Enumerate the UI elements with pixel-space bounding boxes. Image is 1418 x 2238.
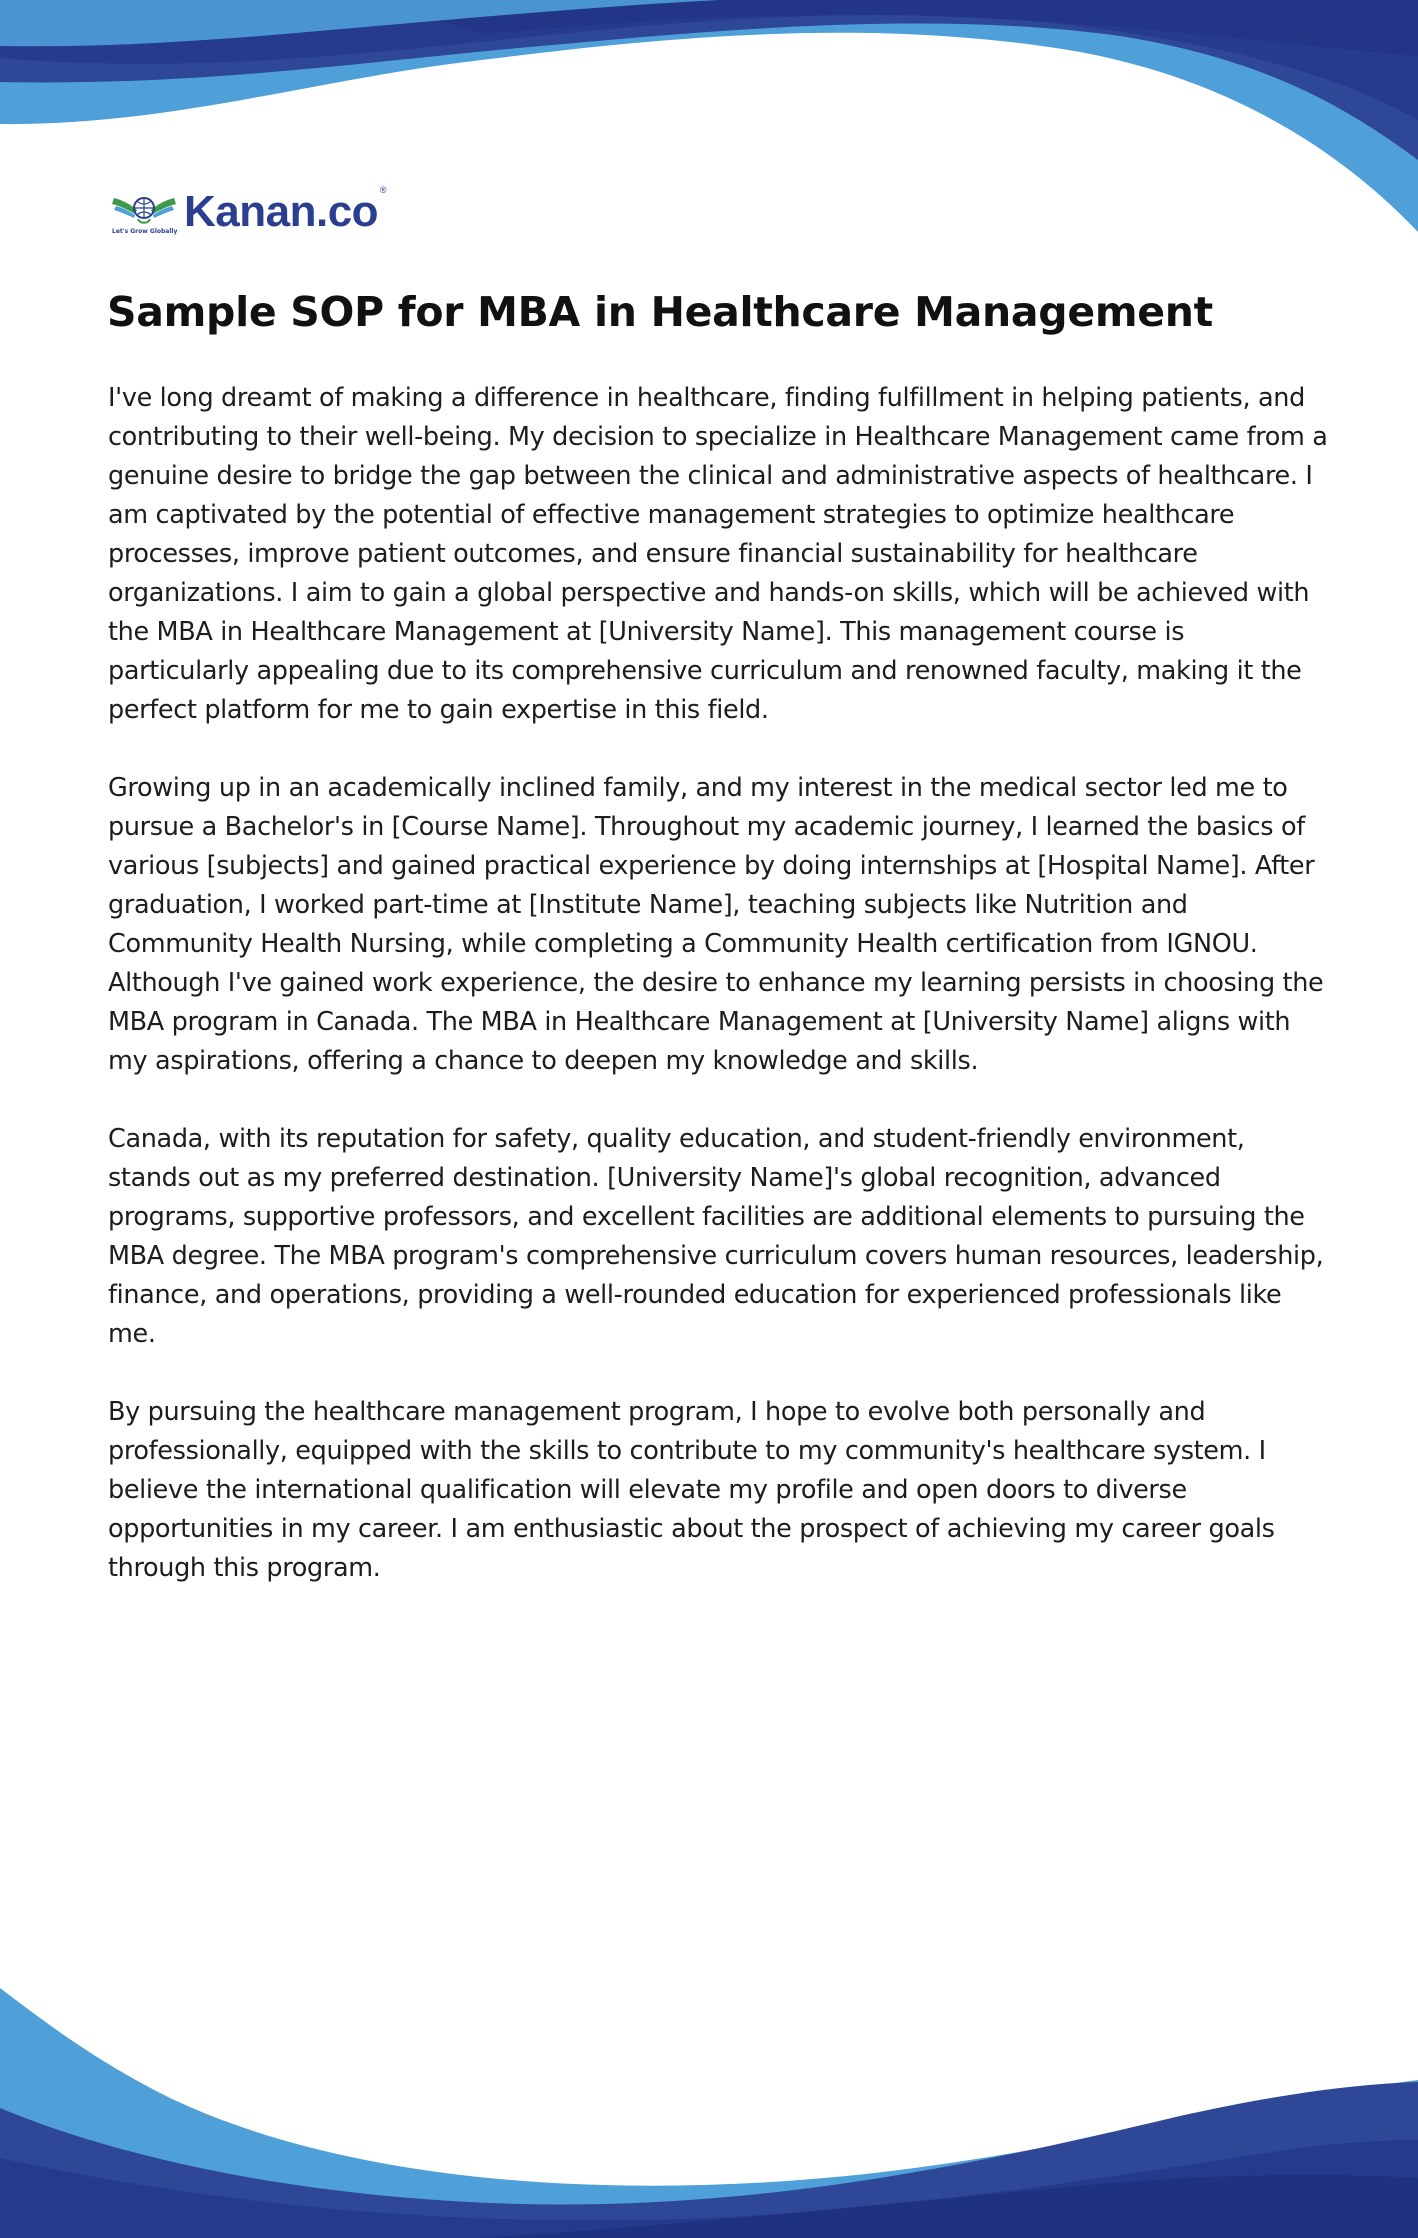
paragraph-motivation: I've long dreamt of making a difference in healthcare, finding fulfillment in helping patients, and contributing to their well-being. My decision to specialize in Healthcare Management came from a genuine desire to bridge the gap between the clinical and administrative aspects of healthcare. I am captivated by the potential of effective management strategies to optimize healthcare processes, improve patient outcomes, and ensure financial sustainability for healthcare organizations. I aim to gain a global perspective and hands-on skills, which will be achieved with the MBA in Healthcare Management at [University Name]. This management course is particularly appealing due to its comprehensive curriculum and renowned faculty, making it the perfect platform for me to gain expertise in this field. [108, 383, 1328, 725]
page-title: Sample SOP for MBA in Healthcare Management [107, 288, 1213, 336]
kanan-logo [110, 185, 387, 238]
bottom-wave-decoration [0, 1988, 1418, 2238]
registered-mark: ® [379, 185, 387, 195]
paragraph-career-goals: By pursuing the healthcare management program, I hope to evolve both personally and professionally, equipped with the skills to contribute to my community's healthcare system. I believe the international qualification will elevate my profile and open doors to diverse opportunities in my career. I am enthusiastic about the prospect of achieving my career goals through this program. [108, 1397, 1275, 1583]
logo-emblem [110, 188, 178, 236]
paragraph-program-choice: Although I've gained work experience, the desire to enhance my learning persists in choosing the MBA program in Canada. The MBA in Healthcare Management at [University Name] aligns with my aspirations, offering a chance to deepen my knowledge and skills. [108, 968, 1324, 1076]
logo-tagline: Let's Grow Globally [112, 228, 178, 235]
paragraph-background: Growing up in an academically inclined family, and my interest in the medical sector led me to pursue a Bachelor's in [Course Name]. Throughout my academic journey, I learned the basics of various [subjects] and gained practical experience by doing internships at [Hospital Name]. After graduation, I worked part-time at [Institute Name], teaching subjects like Nutrition and Community Health Nursing, while completing a Community Health certification from IGNOU. [108, 773, 1315, 959]
winged-globe-icon [110, 188, 178, 228]
logo-wordmark-text: Kanan.co [184, 187, 379, 236]
sop-body [108, 379, 1330, 1588]
logo-wordmark [184, 185, 387, 236]
paragraph-why-canada: Canada, with its reputation for safety, quality education, and student-friendly environment, stands out as my preferred destination. [University Name]'s global recognition, advanced programs, supportive professors, and excellent facilities are additional elements to pursuing the MBA degree. The MBA program's comprehensive curriculum covers human resources, leadership, finance, and operations, providing a well-rounded education for experienced professionals like me. [108, 1124, 1324, 1349]
